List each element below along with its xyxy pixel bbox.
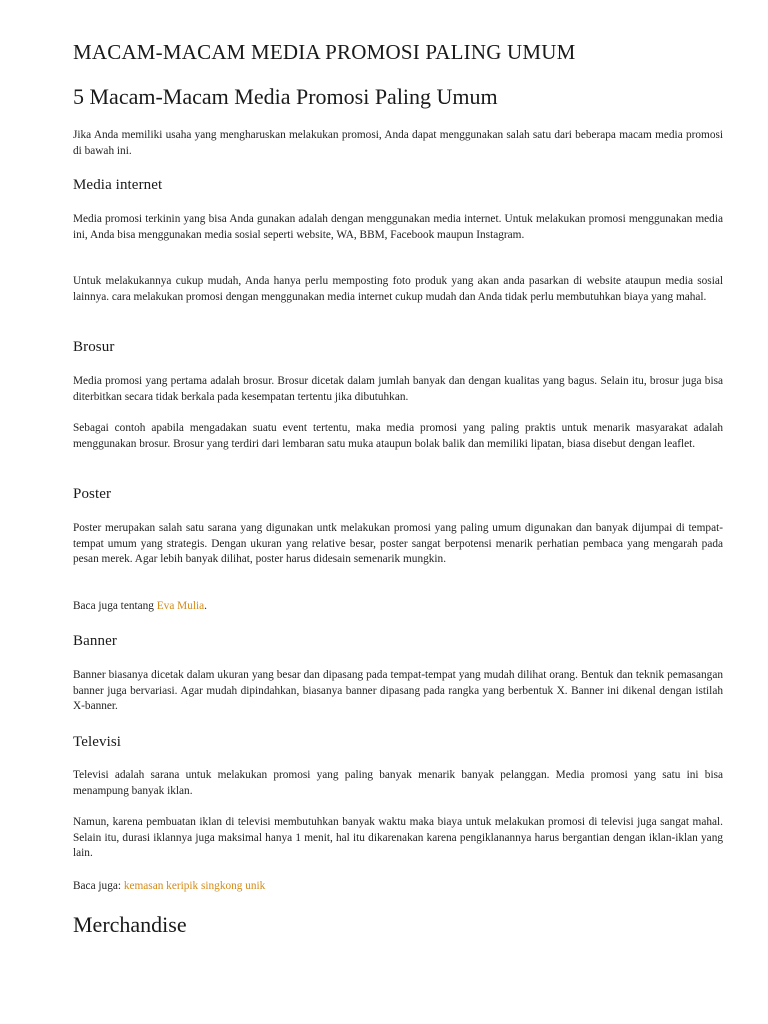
televisi-paragraph-1: Televisi adalah sarana untuk melakukan promosi yang paling banyak menarik banyak pelanggan. Media promosi yang satu ini bisa menampung banyak iklan. xyxy=(73,769,723,797)
read-also-prefix: Baca juga: xyxy=(73,880,124,892)
read-also-suffix: . xyxy=(204,600,207,612)
poster-read-also xyxy=(73,599,723,615)
section-heading-brosur: Brosur xyxy=(73,339,115,355)
brosur-paragraph-1: Media promosi yang pertama adalah brosur. Brosur dicetak dalam jumlah banyak dan dengan kualitas yang bagus. Selain itu, brosur juga bisa diterbitkan secara tidak berkala pada kesempatan tertentu jika dibutuhkan. xyxy=(73,375,723,403)
banner-paragraph-1: Banner biasanya dicetak dalam ukuran yang besar dan dipasang pada tempat-tempat yang mudah dilihat orang. Bentuk dan teknik pemasangan banner juga bervariasi. Agar mudah dipindahkan, biasanya banner dipasang pada rangka yang berbentuk X. Banner ini dikenal dengan istilah X-banner. xyxy=(73,669,723,712)
section-heading-televisi: Televisi xyxy=(73,734,122,750)
read-also-link-keripik[interactable]: kemasan keripik singkong unik xyxy=(123,880,266,892)
televisi-paragraph-2: Namun, karena pembuatan iklan di televisi membutuhkan banyak waktu maka biaya untuk melakukan promosi di televisi juga sangat mahal. Selain itu, durasi iklannya juga maksimal hanya 1 menit, hal itu dikarenakan karena pengiklanannya harus bergantian dengan iklan-iklan yang lain. xyxy=(73,816,723,859)
televisi-read-also xyxy=(73,879,723,895)
section-heading-internet: Media internet xyxy=(73,177,163,193)
read-also-prefix: Baca juga tentang xyxy=(73,600,157,612)
article-heading: 5 Macam-Macam Media Promosi Paling Umum xyxy=(73,84,498,109)
intro-paragraph: Jika Anda memiliki usaha yang mengharuskan melakukan promosi, Anda dapat menggunakan salah satu dari beberapa macam media promosi di bawah ini. xyxy=(73,129,723,157)
section-heading-banner: Banner xyxy=(73,633,117,649)
brosur-paragraph-2: Sebagai contoh apabila mengadakan suatu event tertentu, maka media promosi yang paling praktis untuk menarik masyarakat adalah menggunakan brosur. Brosur yang terdiri dari lembaran satu muka ataupun bolak balik dan memiliki lipatan, biasa disebut dengan leaflet. xyxy=(73,422,723,450)
poster-paragraph-1: Poster merupakan salah satu sarana yang digunakan untk melakukan promosi yang paling umum digunakan dan banyak dijumpai di tempat-tempat umum yang strategis. Dengan ukuran yang relative besar, poster sangat berpotensi menarik perhatian pembaca yang mengarah pada pesan merek. Agar lebih banyak dilihat, poster harus didesain semenarik mungkin. xyxy=(73,522,723,565)
section-heading-poster: Poster xyxy=(73,486,112,502)
read-also-link-eva-mulia[interactable]: Eva Mulia xyxy=(156,600,205,612)
internet-paragraph-2: Untuk melakukannya cukup mudah, Anda hanya perlu memposting foto produk yang akan anda pasarkan di website ataupun media sosial lainnya. cara melakukan promosi dengan menggunakan media internet cukup mudah dan Anda tidak perlu membutuhkan biaya yang mahal. xyxy=(73,275,723,303)
section-heading-merchandise: Merchandise xyxy=(73,912,187,937)
internet-paragraph-1: Media promosi terkinin yang bisa Anda gunakan adalah dengan menggunakan media internet. Untuk melakukan promosi menggunakan media ini, Anda bisa menggunakan media sosial seperti website, WA, BBM, Facebook maupun Instagram. xyxy=(73,213,723,241)
document-title: MACAM-MACAM MEDIA PROMOSI PALING UMUM xyxy=(73,40,576,64)
